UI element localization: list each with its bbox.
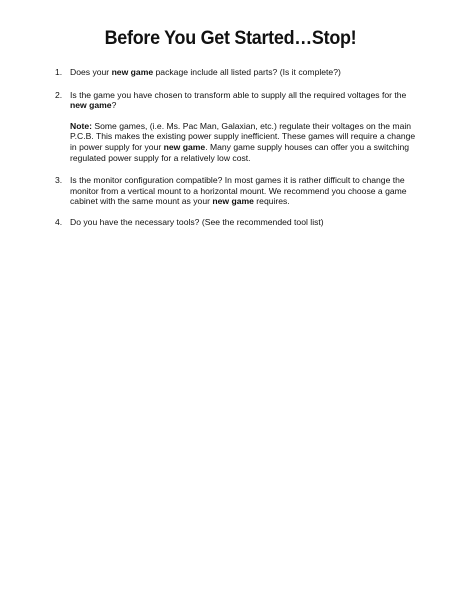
checklist: [50, 67, 420, 228]
item-number: 1.: [55, 67, 63, 77]
item-text: Do you have the necessary tools? (See the recommended tool list): [70, 216, 324, 227]
item-text: Does your new game package include all listed parts? (Is it complete?): [70, 67, 341, 77]
list-item-2: [50, 90, 420, 164]
emphasis-new-game: new game: [212, 196, 254, 207]
item-number: 3.: [55, 175, 63, 186]
item-number: 4.: [55, 216, 63, 227]
emphasis-new-game: new game: [70, 100, 112, 111]
item-number: 2.: [55, 89, 63, 100]
note-paragraph: Note: Some games, (i.e. Ms. Pac Man, Galaxian, etc.) regulate their voltages on the main P.C.B. This makes the existing power supply inefficient. These games will require a change in power supply for your new game. Many game supply houses can offer you a switching regulated power supply for a relatively low cost.: [70, 120, 416, 163]
emphasis-new-game: new game: [111, 67, 154, 77]
list-item-4: [50, 217, 420, 228]
note-label: Note:: [70, 120, 92, 131]
page-title: Before You Get Started…Stop!: [104, 27, 357, 49]
item-text: Is the game you have chosen to transform able to supply all the required voltages for the new game?: [70, 89, 407, 111]
list-item-1: [50, 67, 420, 78]
emphasis-new-game: new game: [163, 141, 206, 152]
list-item-3: [50, 175, 420, 207]
item-text: Is the monitor configuration compatible? In most games it is rather difficult to change the monitor from a vertical mount to a horizontal mount. We recommend you choose a game cabinet with the same mount as your new game requires.: [70, 175, 407, 207]
